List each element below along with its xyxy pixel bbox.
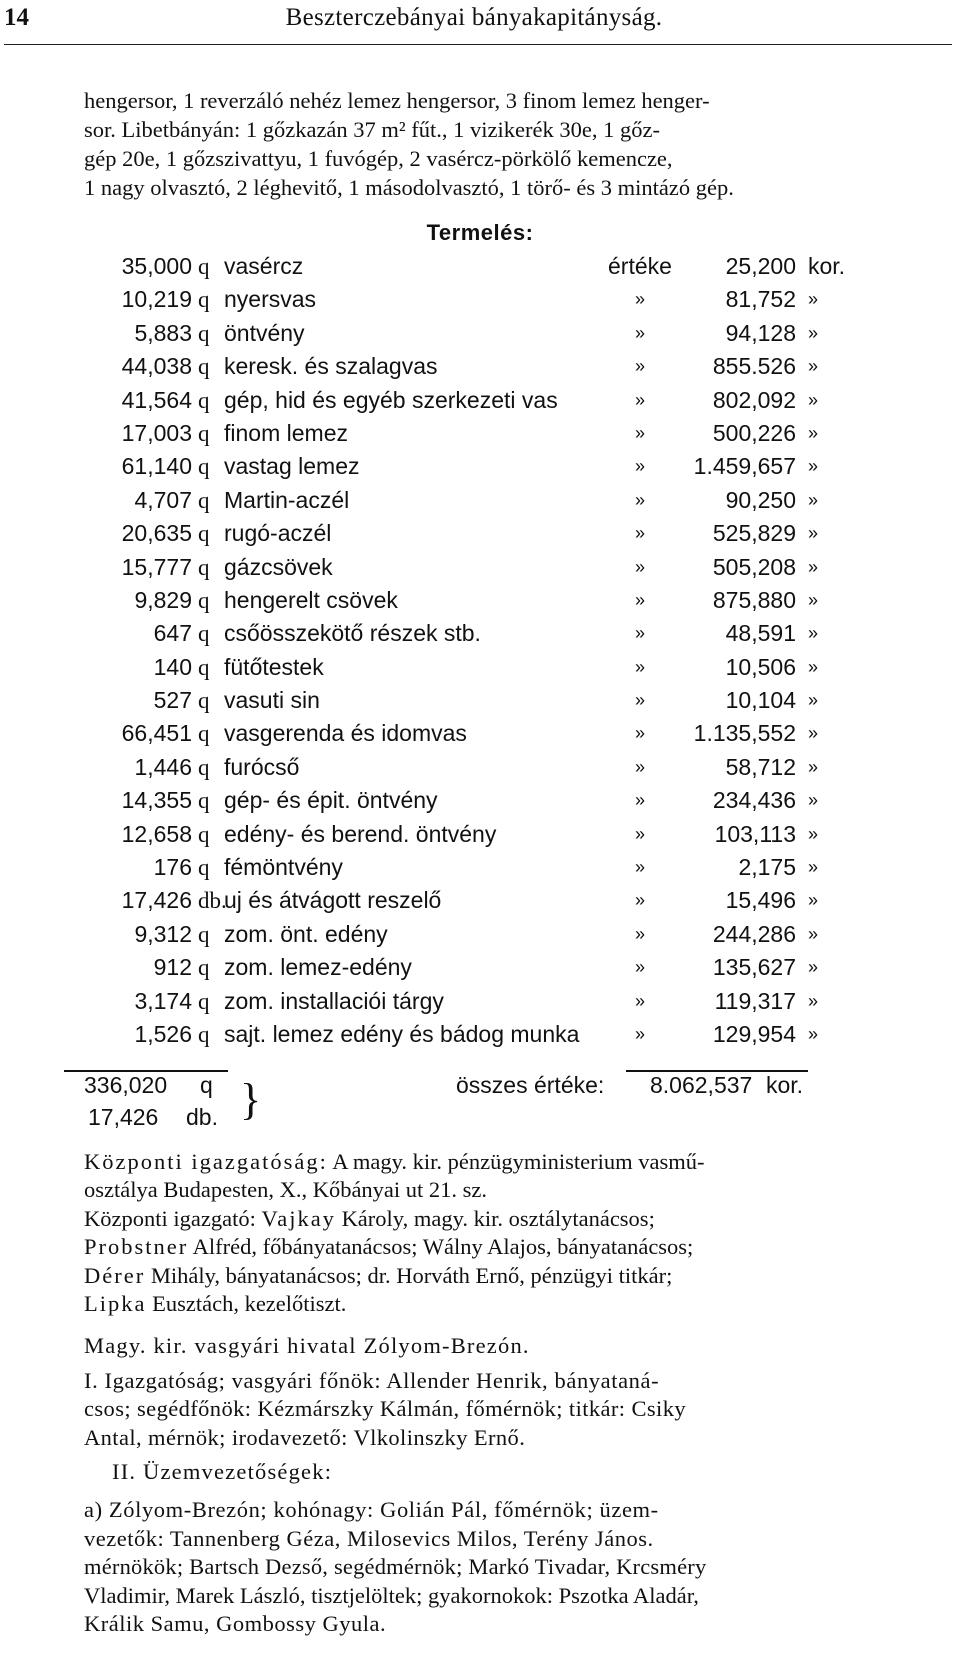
row-unit: q [198,621,210,647]
ditto-mark: » [634,957,645,978]
staff-pre: Központi igazgató: [84,1205,262,1231]
directorate-line: csos; segédfőnök: Kézmárszky Kálmán, főmérnök; titkár: Csiky [84,1396,686,1422]
staff-spaced: Probstner [84,1234,189,1260]
table-row [0,484,960,517]
ditto-mark: » [808,322,819,343]
table-row [0,317,960,350]
row-unit: q [198,921,210,947]
row-value: 119,317 [714,987,796,1014]
table-row [0,651,960,684]
table-row [0,851,960,884]
table-row [0,283,960,316]
row-unit: q [198,821,210,847]
row-item: fütőtestek [224,653,324,680]
row-unit: q [198,855,210,881]
row-quantity: 140 [153,653,192,680]
row-item: keresk. és szalagvas [224,353,438,380]
header-rule [4,44,952,45]
ditto-mark: » [808,656,819,677]
row-quantity: 1,526 [134,1020,192,1047]
production-table [0,250,960,1051]
row-quantity: 41,564 [121,386,192,413]
intro-line: 1 nagy olvasztó, 2 léghevitő, 1 másodolvasztó, 1 törő- és 3 mintázó gép. [84,175,734,200]
row-item: Martin-aczél [224,486,350,513]
row-quantity: 647 [153,620,192,647]
ditto-mark: » [634,556,645,577]
central-office-heading: Központi igazgatóság: [84,1149,328,1174]
ditto-mark: » [808,756,819,777]
row-value: 244,286 [712,920,796,947]
row-unit: q [198,788,210,814]
plant-line: a) Zólyom-Brezón; kohónagy: Golián Pál, főmérnök; üzem- [84,1497,659,1523]
directorate-line: I. Igazgatóság; vasgyári főnök: Allender Henrik, bányataná- [84,1367,660,1393]
row-item: finom lemez [224,419,348,446]
row-unit: q [198,721,210,747]
ditto-mark: » [808,923,819,944]
table-row [0,884,960,917]
row-item: sajt. lemez edény és bádog munka [224,1020,580,1047]
table-row [0,818,960,851]
row-unit: q [198,521,210,547]
ditto-mark: » [634,289,645,310]
ditto-mark: » [808,456,819,477]
row-unit: q [198,554,210,580]
row-value: 10,104 [725,687,796,714]
intro-paragraph [84,86,944,202]
row-unit: q [198,454,210,480]
ditto-mark: » [634,990,645,1011]
page-number: 14 [4,4,29,31]
directorate-line: Antal, mérnök; irodavezető: Vlkolinszky Ernő. [84,1424,526,1450]
row-quantity: 44,038 [121,353,192,380]
row-unit: q [198,955,210,981]
row-quantity: 12,658 [121,820,192,847]
row-unit: q [198,487,210,513]
row-unit: q [198,254,210,279]
ditto-mark: » [808,890,819,911]
ditto-mark: » [634,790,645,811]
row-item: furócső [224,753,300,780]
row-unit: q [198,420,210,446]
staff-line [84,1290,944,1318]
row-quantity: 14,355 [121,787,192,814]
row-quantity: 17,426 [121,887,192,914]
row-value: 1.135,552 [693,720,796,747]
staff-line [84,1262,944,1290]
row-quantity: 10,219 [121,286,192,313]
ditto-mark: » [634,756,645,777]
staff-list [84,1205,944,1319]
row-quantity: 3,174 [134,987,192,1014]
table-row [0,551,960,584]
table-row [0,951,960,984]
ditto-mark: » [808,790,819,811]
row-value: 58,712 [725,753,796,780]
ditto-mark: » [634,923,645,944]
plant-line: vezetők: Tannenberg Géza, Milosevics Milos, Terény János. [84,1525,654,1551]
ditto-mark: » [808,556,819,577]
ditto-mark: » [634,857,645,878]
row-item: zom. önt. edény [224,920,388,947]
row-quantity: 4,707 [134,486,192,513]
total-qty-q: 336,020 [84,1072,168,1098]
table-row [0,384,960,417]
table-row [0,684,960,717]
running-title: Beszterczebányai bányakapitányság. [285,4,663,31]
total-unit-q: q [200,1072,213,1098]
table-row [0,751,960,784]
row-quantity: 20,635 [121,520,192,547]
brace-glyph: } [240,1075,262,1124]
section-two-heading: II. Üzemvezetőségek: [112,1459,333,1485]
row-value: 500,226 [712,419,796,446]
intro-line: gép 20e, 1 gőzszivattyu, 1 fuvógép, 2 vasércz-pörkölő kemencze, [84,146,673,171]
ditto-mark: » [634,389,645,410]
row-item: hengerelt csövek [224,586,398,613]
staff-line [84,1205,944,1233]
office-heading: Magy. kir. vasgyári hivatal Zólyom-Brezón. [84,1333,530,1359]
central-office-line2: osztálya Budapesten, X., Kőbányai ut 21. sz. [84,1177,488,1203]
ditto-mark: » [808,623,819,644]
table-row [0,784,960,817]
row-quantity: 9,829 [134,586,192,613]
intro-line: hengersor, 1 reverzáló nehéz lemez hengersor, 3 finom lemez henger- [84,88,710,113]
row-item: vasgerenda és idomvas [224,720,467,747]
row-unit: q [198,320,210,346]
central-office-line [84,1148,944,1176]
row-value: 505,208 [712,553,796,580]
row-item: gázcsövek [224,553,333,580]
row-value: 129,954 [712,1020,796,1047]
row-item: zom. lemez-edény [224,954,412,981]
ditto-mark: » [634,1023,645,1044]
table-row [0,450,960,483]
row-item: vastag lemez [224,453,360,480]
production-title: Termelés: [426,220,534,245]
row-unit: q [198,988,210,1014]
ditto-mark: » [808,289,819,310]
staff-spaced: Lipka [84,1291,147,1317]
row-quantity: 912 [153,954,192,981]
ditto-mark: » [808,690,819,711]
row-item: gép, hid és egyéb szerkezeti vas [224,386,558,413]
row-unit: q [198,654,210,680]
staff-line [84,1233,944,1261]
row-quantity: 527 [153,687,192,714]
row-item: gép- és épit. öntvény [224,787,438,814]
row-unit: db. [198,888,227,914]
ditto-mark: » [634,356,645,377]
ditto-mark: » [634,489,645,510]
ditto-mark: » [808,389,819,410]
staff-spaced: Dérer [84,1262,146,1288]
row-item: rugó-aczél [224,520,332,547]
value-label: értéke [608,253,672,279]
plant-line: Vladimir, Marek László, tisztjelöltek; gyakornokok: Pszotka Aladár, [84,1582,699,1608]
row-value: 25,200 [725,253,796,279]
table-row [0,584,960,617]
ditto-mark: » [634,523,645,544]
table-row [0,250,960,283]
row-quantity: 17,003 [121,419,192,446]
row-value: 94,128 [725,319,796,346]
row-quantity: 35,000 [121,253,192,279]
row-value: 875,880 [712,586,796,613]
row-unit: q [198,287,210,313]
row-item: nyersvas [224,286,317,313]
administration-text [84,1148,944,1639]
table-row [0,617,960,650]
table-row [0,717,960,750]
staff-post: Alfréd, főbányatanácsos; Wálny Alajos, bányatanácsos; [188,1234,694,1260]
table-row [0,918,960,951]
central-office-text: A magy. kir. pénzügyministerium vasmű- [332,1149,705,1174]
row-value: 10,506 [725,653,796,680]
ditto-mark: » [634,322,645,343]
table-row [0,1018,960,1051]
row-value: 81,752 [725,286,796,313]
row-unit: q [198,587,210,613]
row-value: 525,829 [712,520,796,547]
plant-line: mérnökök; Bartsch Dezső, segédmérnök; Markó Tivadar, Krcsméry [84,1554,707,1580]
ditto-mark: » [634,422,645,443]
row-value: 1.459,657 [693,453,796,480]
row-value: 48,591 [725,620,796,647]
row-unit: q [198,754,210,780]
row-item: öntvény [224,319,305,346]
total-qty-db: 17,426 [88,1104,159,1130]
row-unit: q [198,387,210,413]
row-quantity: 176 [153,854,192,881]
row-unit: q [198,1021,210,1047]
currency-label: kor. [808,253,846,279]
row-quantity: 66,451 [121,720,192,747]
ditto-mark: » [634,623,645,644]
row-item: vasércz [224,253,304,279]
row-item: zom. installaciói tárgy [224,987,444,1014]
row-value: 103,113 [714,820,796,847]
ditto-mark: » [808,957,819,978]
row-quantity: 9,312 [134,920,192,947]
row-item: uj és átvágott reszelő [224,887,442,914]
table-row [0,417,960,450]
row-item: vasuti sin [224,687,320,714]
table-row [0,517,960,550]
table-row [0,985,960,1018]
ditto-mark: » [808,356,819,377]
row-unit: q [198,688,210,714]
ditto-mark: » [808,990,819,1011]
ditto-mark: » [808,489,819,510]
plant-line: Králik Samu, Gombossy Gyula. [84,1611,387,1637]
staff-post: Károly, magy. kir. osztálytanácsos; [335,1205,655,1231]
row-quantity: 1,446 [134,753,192,780]
row-item: fémöntvény [224,854,343,881]
row-quantity: 61,140 [121,453,192,480]
total-value: 8.062,537 [650,1072,753,1098]
row-value: 15,496 [725,887,796,914]
totals-row [0,1072,960,1142]
row-value: 90,250 [725,486,796,513]
running-head [4,4,944,38]
ditto-mark: » [634,456,645,477]
ditto-mark: » [634,890,645,911]
row-value: 234,436 [712,787,796,814]
ditto-mark: » [634,690,645,711]
staff-post: Eusztách, kezelőtiszt. [146,1291,347,1317]
row-value: 135,627 [712,954,796,981]
ditto-mark: » [808,723,819,744]
ditto-mark: » [634,656,645,677]
row-value: 802,092 [712,386,796,413]
ditto-mark: » [808,422,819,443]
total-label: összes értéke: [456,1072,605,1098]
row-unit: q [198,354,210,380]
row-value: 2,175 [738,854,796,881]
total-currency: kor. [766,1072,804,1098]
ditto-mark: » [808,589,819,610]
row-quantity: 15,777 [121,553,192,580]
total-unit-db: db. [186,1104,218,1130]
ditto-mark: » [808,823,819,844]
row-item: csőösszekötő részek stb. [224,620,481,647]
table-row [0,350,960,383]
ditto-mark: » [634,823,645,844]
staff-post: Mihály, bányatanácsos; dr. Horváth Ernő, pénzügyi titkár; [145,1262,673,1288]
row-item: edény- és berend. öntvény [224,820,497,847]
ditto-mark: » [808,523,819,544]
ditto-mark: » [634,589,645,610]
ditto-mark: » [634,723,645,744]
ditto-mark: » [808,857,819,878]
intro-line: sor. Libetbányán: 1 gőzkazán 37 m² fűt., 1 vizikerék 30e, 1 gőz- [84,117,660,142]
staff-spaced: Vajkay [261,1205,336,1231]
row-value: 855.526 [712,353,796,380]
ditto-mark: » [808,1023,819,1044]
row-quantity: 5,883 [134,319,192,346]
